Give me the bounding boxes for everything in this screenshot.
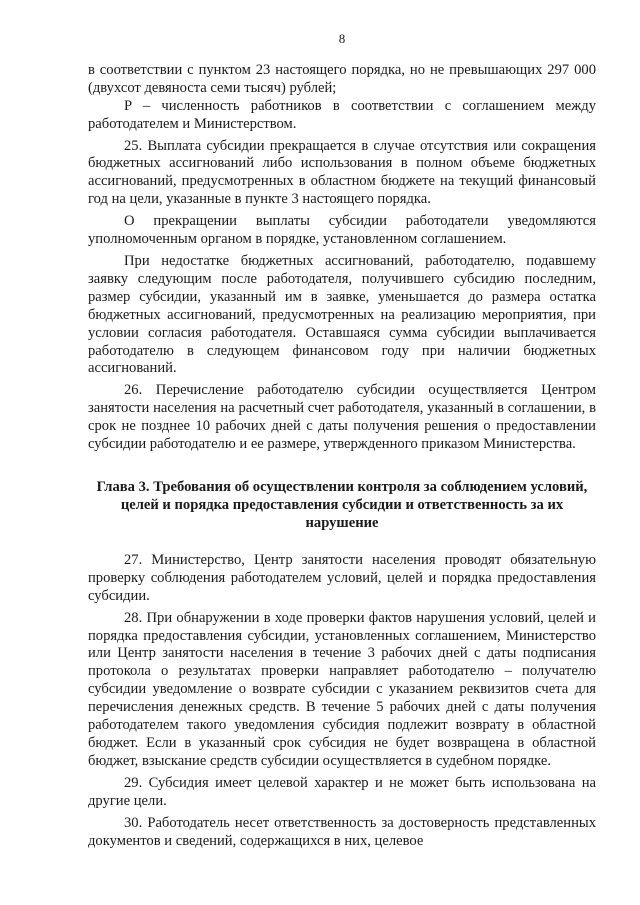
section-before-heading — [88, 62, 596, 454]
section-after-heading — [88, 552, 596, 851]
paragraph: в соответствии с пунктом 23 настоящего порядка, но не превышающих 297 000 (двухсот девяноста семи тысяч) рублей; — [88, 61, 596, 96]
paragraph: При недостатке бюджетных ассигнований, работодателю, подавшему заявку следующим после работодателя, получившего субсидию последним, размер субсидии, указанный им в заявке, уменьшается до размера остатка бюджетных ассигнований, предусмотренных на реализацию мероприятия, при условии согласия работодателя. Оставшаяся сумма субсидии выплачивается работодателю в следующем финансовом году при наличии бюджетных ассигнований. — [88, 252, 596, 377]
paragraph: О прекращении выплаты субсидии работодатели уведомляются уполномоченным органом в порядке, установленном соглашением. — [88, 213, 596, 248]
paragraph: 27. Министерство, Центр занятости населения проводят обязательную проверку соблюдения работодателем условий, целей и порядка предоставления субсидии. — [88, 551, 596, 604]
paragraph: P – численность работников в соответствии с соглашением между работодателем и Министерством. — [88, 97, 596, 132]
paragraph: 26. Перечисление работодателю субсидии осуществляется Центром занятости населения на расчетный счет работодателя, указанный в соглашении, в срок не позднее 10 рабочих дней с даты получения решения о предоставлении субсидии работодателю и ее размере, утвержденного приказом Министерства. — [88, 382, 596, 453]
paragraph: 30. Работодатель несет ответственность за достоверность представленных документов и сведений, содержащихся в них, целевое — [88, 814, 596, 849]
paragraph: 25. Выплата субсидии прекращается в случае отсутствия или сокращения бюджетных ассигнований либо использования в полном объеме бюджетных ассигнований, предусмотренных в областном бюджете на текущий финансовый год на цели, указанные в пункте 3 настоящего порядка. — [88, 137, 596, 208]
page-number: 8 — [338, 31, 346, 46]
chapter-heading: Глава 3. Требования об осуществлении контроля за соблюдением условий, целей и порядка предоставления субсидии и ответственность за их нарушение — [96, 478, 588, 531]
paragraph: 29. Субсидия имеет целевой характер и не может быть использована на другие цели. — [88, 774, 596, 809]
paragraph: 28. При обнаружении в ходе проверки фактов нарушения условий, целей и порядка предоставления субсидии, установленных соглашением, Министерство или Центр занятости населения в течение 3 рабочих дней с даты подписания протокола о результатах проверки направляет работодателю – получателю субсидии уведомление о возврате субсидии с указанием реквизитов счета для перечисления денежных средств. В течение 5 рабочих дней с даты получения работодателем такого уведомления субсидия подлежит возврату в областной бюджет. Если в указанный срок субсидия не будет возвращена в областной бюджет, взыскание средств субсидии осуществляется в судебном порядке. — [88, 609, 596, 769]
